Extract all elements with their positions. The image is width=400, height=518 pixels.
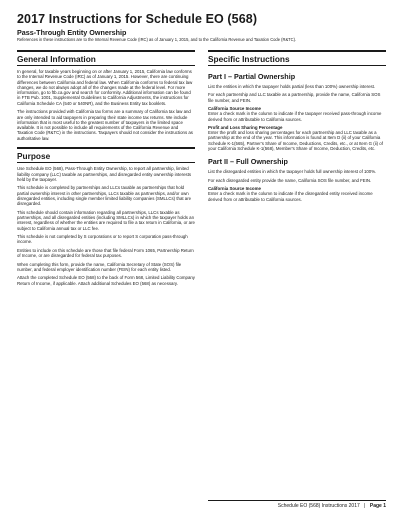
purpose-paragraph-3: This schedule should contain information regarding all partnerships, LLCs taxable as partnerships, and all disregarded entities (including SMLLCs) in which the taxpayer holds an interest, regardless of whether the entities are required to file a tax return in California, or are subject to California annual tax or LLC fee. [17, 209, 195, 231]
page-footer [208, 500, 386, 509]
footer-label: Schedule EO (568) Instructions 2017 [277, 503, 360, 509]
general-paragraph-1: In general, for taxable years beginning on or after January 1, 2015, California law conforms to the Internal Revenue Code (IRC) as of January 1, 2015. However, there are continuing differences between California and federal law. When California conforms to federal tax law changes, we do not always adopt all of the changes made at the federal level. For more information, go to ftb.ca.gov and search for conformity. Additional information can be found in FTB Pub. 1001, Supplemental Guidelines to California Adjustments, the instructions for California Schedule CA (540 or 540NR), and the Business Entity tax booklets. [17, 69, 193, 106]
page-number: Page 1 [369, 503, 386, 509]
section-heading-general-information: General Information [17, 50, 195, 66]
document-title: 2017 Instructions for Schedule EO (568) [17, 12, 258, 26]
footer-separator: | [364, 503, 366, 509]
part-1-heading: Part I – Partial Ownership [208, 72, 296, 81]
purpose-paragraph-4: This schedule is not completed by S corporations or to report S corporation pass-through income. [17, 234, 188, 245]
part-1-paragraph-2: For each partnership and LLC taxable as a partnership, provide the name, California SOS file number, and FEIN. [208, 92, 381, 103]
part-1-source-income-heading: California Source Income [208, 106, 261, 112]
purpose-paragraph-2: This schedule is completed by partnerships and LLCs taxable as partnerships that hold partial ownership interest in other partnerships, LLCs taxable as partnerships, and/or own disregarded entities, including single member limited liability companies (SMLLCs) that are disregarded. [17, 185, 192, 207]
purpose-paragraph-7: Attach the completed Schedule EO (568) to the back of Form 568, Limited Liability Company Return of Income, if applicable. Attach additional Schedules EO (568) as necessary. [17, 275, 195, 286]
purpose-paragraph-5: Entities to include on this schedule are those that file federal Form 1065, Partnership Return of Income, or are disregarded for federal tax purposes. [17, 247, 194, 259]
document-subtitle: Pass-Through Entity Ownership [17, 28, 127, 37]
part-2-heading: Part II – Full Ownership [208, 157, 288, 167]
part-2-paragraph-1: List the disregarded entities in which the taxpayer holds full ownership interest of 100%. [208, 169, 377, 175]
reference-note: References in these instructions are to the Internal Revenue Code (IRC) as of January 1, 2015, and to the California Revenue and Taxation Code (R&TC). [17, 37, 297, 42]
general-paragraph-2: The instructions provided with California tax forms are a summary of California tax law and are only intended to aid taxpayers in preparing their state income tax returns. We include information that is most useful to the greatest number of taxpayers in the limited space available. It is not possible to include all requirements of the California Revenue and Taxation Code (R&TC) in the instructions. Taxpayers should not consider the instructions as authoritative law. [17, 109, 193, 141]
section-heading-purpose: Purpose [17, 147, 195, 163]
purpose-paragraph-1: Use Schedule EO (568), Pass-Through Entity Ownership, to report all partnership, limited liability company (LLC) taxable as partnerships, and disregarded entity ownership interests held by the taxpayer. [17, 166, 192, 182]
part-2-source-income-text: Enter a check mark in the column to indicate if the disregarded entity received income derived from or attributable to California sources. [208, 191, 373, 202]
right-column [208, 50, 386, 205]
purpose-paragraph-6: When completing this form, provide the name, California Secretary of State (SOS) file number, and federal employer identification number (FEIN) for each entity listed. [17, 261, 182, 272]
part-1-paragraph-1: List the entities in which the taxpayer holds partial (less than 100%) ownership interest. [208, 84, 376, 89]
part-1-profit-loss-text: Enter the profit and loss sharing percentages for each partnership and LLC taxable as a partnership at the end of the year. This information is found at Item D (ii) of your California Schedule K-1(565), Partner's Share of Income, Deductions, Credits, etc., or at Item G (ii) of your California Schedule K-1(568), Member's Share of Income, Deduction, Credits, etc. [208, 130, 383, 151]
section-heading-specific-instructions: Specific Instructions [208, 50, 386, 66]
part-2-paragraph-2: For each disregarded entity provide the name, California SOS file number, and FEIN. [208, 177, 372, 183]
left-column [17, 50, 195, 289]
part-1-source-income-text: Enter a check mark in the column to indicate if the taxpayer received pass-through income derived from or attributable to California sources. [208, 111, 382, 122]
part-2-source-income-heading: California Source Income [208, 186, 261, 192]
part-1-profit-loss-heading: Profit and Loss Sharing Percentage [208, 125, 283, 131]
